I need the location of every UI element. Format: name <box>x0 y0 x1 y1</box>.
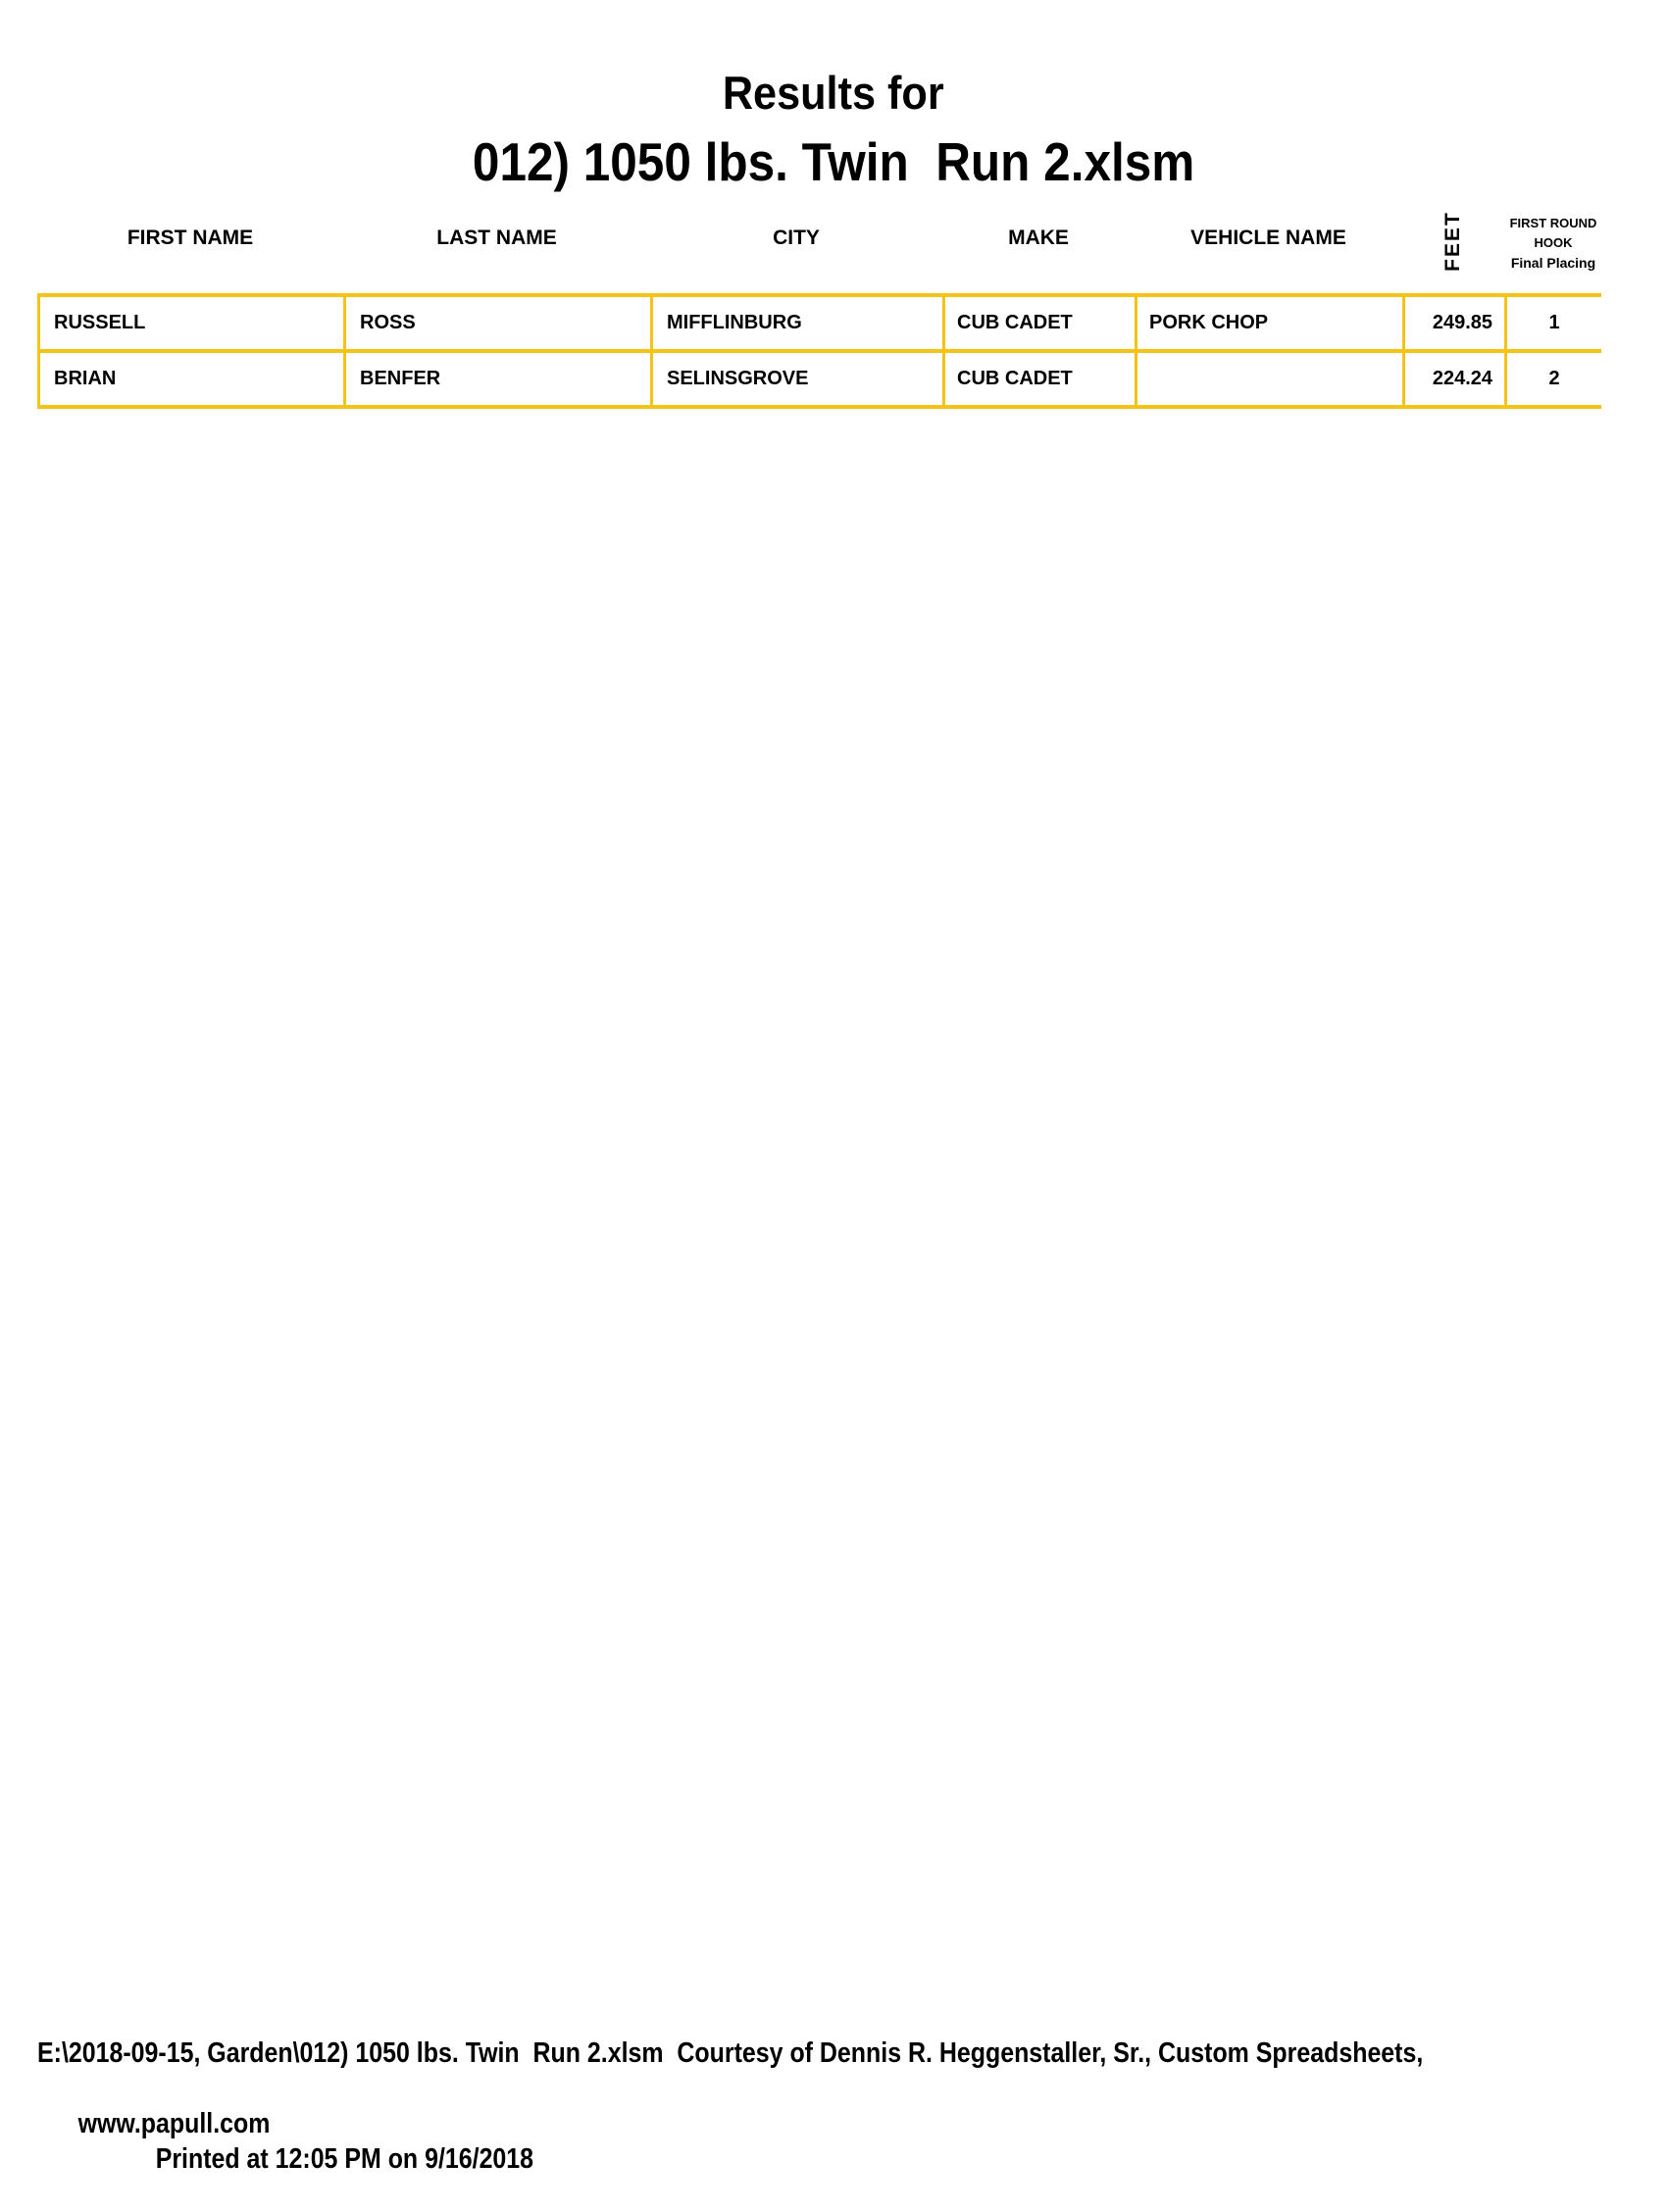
page-title <box>0 69 1667 118</box>
cell-last-name: ROSS <box>343 297 650 353</box>
cell-make: CUB CADET <box>942 353 1135 409</box>
cell-final-placing: 1 <box>1504 297 1601 353</box>
footer-website: www.papull.com <box>77 2108 271 2139</box>
cell-feet: 224.24 <box>1402 353 1504 409</box>
cell-first-name: BRIAN <box>37 353 343 409</box>
column-header-feet-text: FEET <box>1440 211 1464 272</box>
final-placing-header-line3: Final Placing <box>1510 255 1596 271</box>
cell-city: SELINSGROVE <box>650 353 942 409</box>
final-placing-header-line2: HOOK <box>1534 235 1573 250</box>
column-header-first-name: FIRST NAME <box>126 226 254 249</box>
column-header-city: CITY <box>773 226 820 249</box>
cell-last-name: BENFER <box>343 353 650 409</box>
column-header-vehicle-name: VEHICLE NAME <box>1190 226 1346 249</box>
column-header-final-placing <box>1504 214 1602 273</box>
page-footer <box>37 2036 1665 2212</box>
cell-make: CUB CADET <box>942 297 1135 353</box>
column-header-feet-rotated <box>1402 202 1504 280</box>
footer-file-path-line: E:\2018-09-15, Garden\012) 1050 lbs. Twin Run 2.xlsm Courtesy of Dennis R. Heggenstaller, Sr., Custom Spreadsheets, <box>37 2037 1424 2069</box>
cell-vehicle-name <box>1135 353 1402 409</box>
column-header-last-name: LAST NAME <box>436 226 557 249</box>
page-title-text: Results for <box>723 67 944 119</box>
footer-printed-timestamp: Printed at 12:05 PM on 9/16/2018 <box>155 2143 534 2175</box>
column-header-make: MAKE <box>1008 226 1069 249</box>
cell-first-name: RUSSELL <box>37 297 343 353</box>
footer-printed-line <box>37 2071 1438 2212</box>
cell-vehicle-name: PORK CHOP <box>1135 297 1402 353</box>
results-table <box>37 293 1601 409</box>
page-subtitle-filename <box>0 133 1667 190</box>
cell-feet: 249.85 <box>1402 297 1504 353</box>
cell-final-placing: 2 <box>1504 353 1601 409</box>
page-subtitle-text: 012) 1050 lbs. Twin Run 2.xlsm <box>472 131 1195 192</box>
cell-city: MIFFLINBURG <box>650 297 942 353</box>
final-placing-header-line1: FIRST ROUND <box>1509 216 1597 230</box>
